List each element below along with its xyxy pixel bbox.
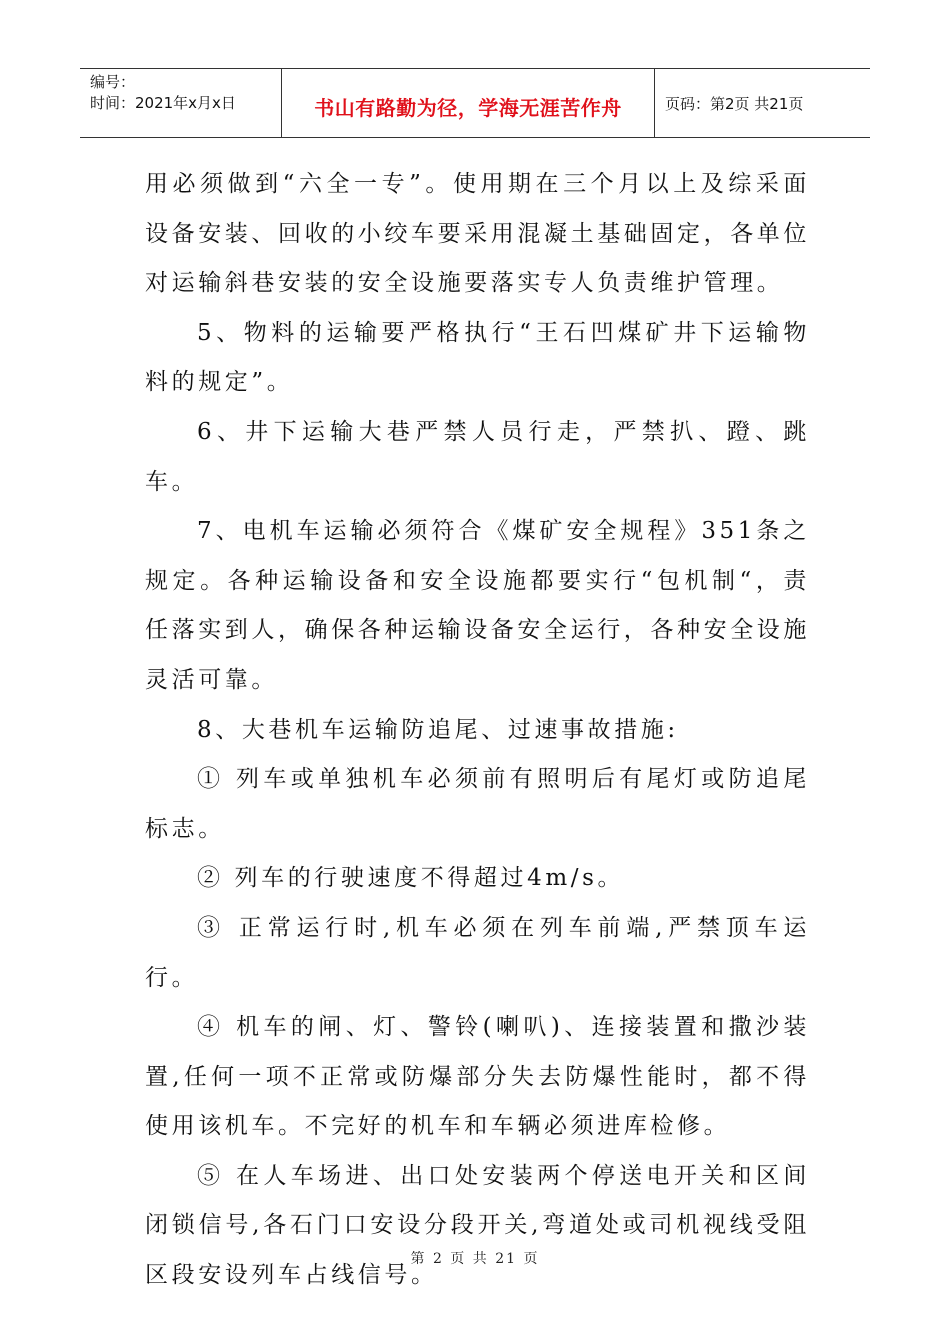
footer-page-number: 第 2 页 共 21 页	[410, 1251, 540, 1267]
paragraph: ② 列车的行驶速度不得超过4m/s。	[197, 865, 625, 892]
page-footer	[0, 1248, 950, 1268]
paragraph: 7、电机车运输必须符合《煤矿安全规程》351条之规定。各种运输设备和安全设施都要实行“包机制“，责任落实到人，确保各种运输设备安全运行，各种安全设施灵活可靠。	[145, 518, 810, 693]
paragraph: ④ 机车的闸、灯、警铃(喇叭)、连接装置和撒沙装置,任何一项不正常或防爆部分失去防爆性能时，都不得使用该机车。不完好的机车和车辆必须进库检修。	[145, 1014, 810, 1140]
motto-text: 书山有路勤为径，学海无涯苦作舟	[314, 95, 622, 120]
paragraph: 5、物料的运输要严格执行“王石凹煤矿井下运输物料的规定”。	[145, 319, 810, 396]
time-label: 时间：2021年x月x日	[90, 94, 236, 112]
header-page-code-cell	[655, 69, 870, 137]
paragraph: 8、大巷机车运输防追尾、过速事故措施:	[197, 716, 679, 743]
document-body	[145, 160, 810, 1301]
page-code: 页码：第2页 共21页	[665, 94, 804, 113]
number-label: 编号：	[90, 73, 136, 91]
document-header	[80, 68, 870, 138]
header-meta	[80, 69, 282, 137]
header-motto-cell	[282, 69, 655, 137]
paragraph: ① 列车或单独机车必须前有照明后有尾灯或防追尾标志。	[145, 766, 810, 842]
paragraph: ③ 正常运行时,机车必须在列车前端,严禁顶车运行。	[145, 914, 810, 991]
paragraph: 用必须做到“六全一专”。使用期在三个月以上及综采面设备安装、回收的小绞车要采用混凝土基础固定，各单位对运输斜巷安装的安全设施要落实专人负责维护管理。	[145, 171, 810, 297]
paragraph: ⑤ 在人车场进、出口处安装两个停送电开关和区间闭锁信号,各石门口安设分段开关,弯道处或司机视线受阻区段安设列车占线信号。	[145, 1162, 810, 1289]
paragraph: 6、井下运输大巷严禁人员行走，严禁扒、蹬、跳车。	[145, 418, 810, 495]
